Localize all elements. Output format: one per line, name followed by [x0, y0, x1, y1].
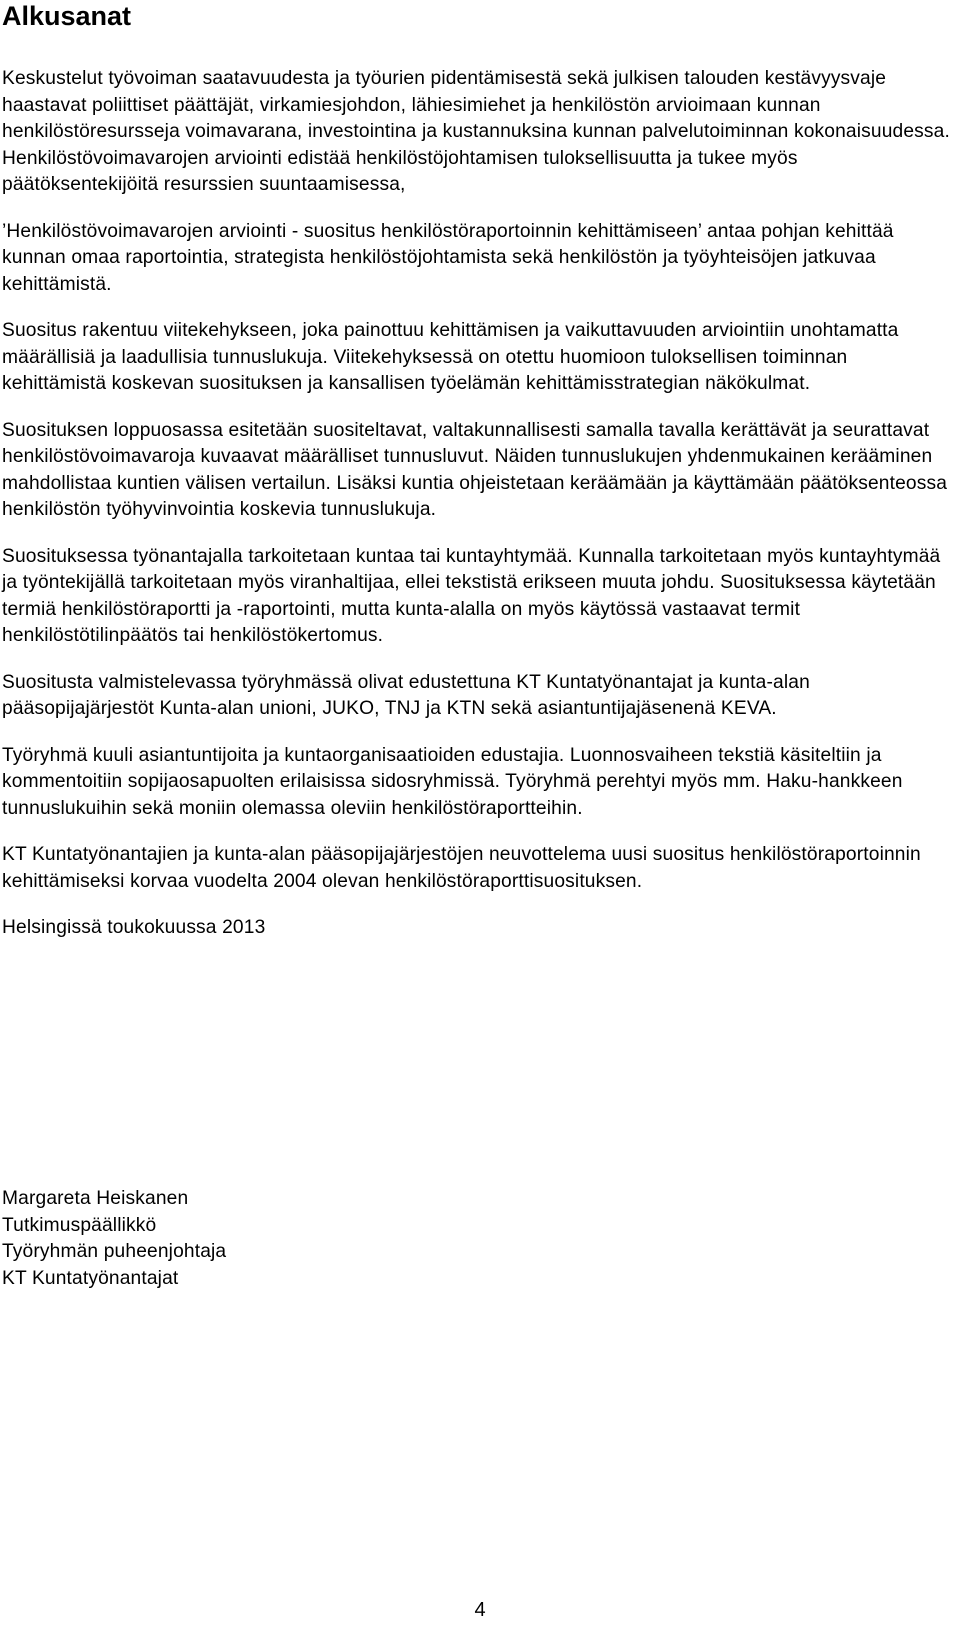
signer-title: Tutkimuspäällikkö — [2, 1214, 157, 1236]
page-title: Alkusanat — [2, 1, 132, 31]
paragraph-working-group: Suositusta valmistelevassa työryhmässä olivat edustettuna KT Kuntatyönantajat ja kunta-alan pääsopijajärjestöt Kunta-alan unioni, JUKO, TNJ ja KTN sekä asiantuntijajäsenenä KEVA. — [2, 671, 810, 719]
paragraph-replacement: KT Kuntatyönantajien ja kunta-alan pääsopijajärjestöjen neuvottelema uusi suositus henkilöstöraportoinnin kehittämiseksi korvaa vuodelta 2004 olevan henkilöstöraporttisuosituksen. — [2, 844, 921, 892]
paragraph-consultation: Työryhmä kuuli asiantuntijoita ja kuntaorganisaatioiden edustajia. Luonnosvaiheen tekstiä käsiteltiin ja kommentoitiin sopijaosapuolten erilaisissa sidosryhmissä. Työryhmä perehtyi myös mm. Haku-hankkeen tunnuslukuihin sekä moniin olemassa oleviin henkilöstöraportteihin. — [2, 744, 903, 819]
paragraph-framework: Suositus rakentuu viitekehykseen, joka painottuu kehittämisen ja vaikuttavuuden arviointiin unohtamatta määrällisiä ja laadullisia tunnuslukuja. Viitekehyksessä on otettu huomioon tuloksellisen toiminnan kehittämistä koskevan suosituksen ja kansallisen työelämän kehittämisstrategian näkökulmat. — [2, 320, 899, 394]
signature-block — [2, 1186, 226, 1292]
paragraph-intro: Keskustelut työvoiman saatavuudesta ja työurien pidentämisestä sekä julkisen talouden kestävyysvaje haastavat poliittiset päättäjät, virkamiesjohdon, lähiesimiehet ja henkilöstön arvioimaan kunnan henkilöstöresursseja voimavarana, investointina ja kustannuksina kunnan palvelutoiminnan kokonaisuudessa. Henkilöstövoimavarojen arviointi edistää henkilöstöjohtamisen tuloksellisuutta ja tukee myös päätöksentekijöitä resurssien suuntaamisessa, — [2, 68, 950, 195]
paragraph-recommendation: ’Henkilöstövoimavarojen arviointi - suositus henkilöstöraportoinnin kehittämiseen’ antaa pohjan kehittää kunnan omaa raportointia, strategista henkilöstöjohtamista sekä henkilöstön ja työyhteisöjen jatkuvaa kehittämistä. — [2, 220, 894, 295]
signer-name: Margareta Heiskanen — [2, 1188, 189, 1209]
page-number: 4 — [474, 1599, 486, 1621]
place-and-date: Helsingissä toukokuussa 2013 — [2, 917, 266, 938]
paragraph-indicators: Suosituksen loppuosassa esitetään suositeltavat, valtakunnallisesti samalla tavalla kerättävät ja seurattavat henkilöstövoimavaroja kuvaavat määrälliset tunnusluvut. Näiden tunnuslukujen yhdenmukainen kerääminen mahdollistaa kuntien välisen vertailun. Lisäksi kuntia ohjeistetaan keräämään ja käyttämään päätöksenteossa henkilöstön työhyvinvointia koskevia tunnuslukuja. — [2, 419, 948, 520]
body-text — [2, 66, 956, 942]
signer-role: Työryhmän puheenjohtaja — [2, 1241, 227, 1262]
signer-organization: KT Kuntatyönantajat — [2, 1267, 179, 1289]
paragraph-definitions: Suosituksessa työnantajalla tarkoitetaan kuntaa tai kuntayhtymää. Kunnalla tarkoitetaan myös kuntayhtymää ja työntekijällä tarkoitetaan myös viranhaltijaa, ellei tekstistä erikseen muuta johdu. Suosituksessa käytetään termiä henkilöstöraportti ja -raportointi, mutta kunta-alalla on myös käytössä vastaavat termit henkilöstötilinpäätös tai henkilöstökertomus. — [2, 545, 941, 646]
